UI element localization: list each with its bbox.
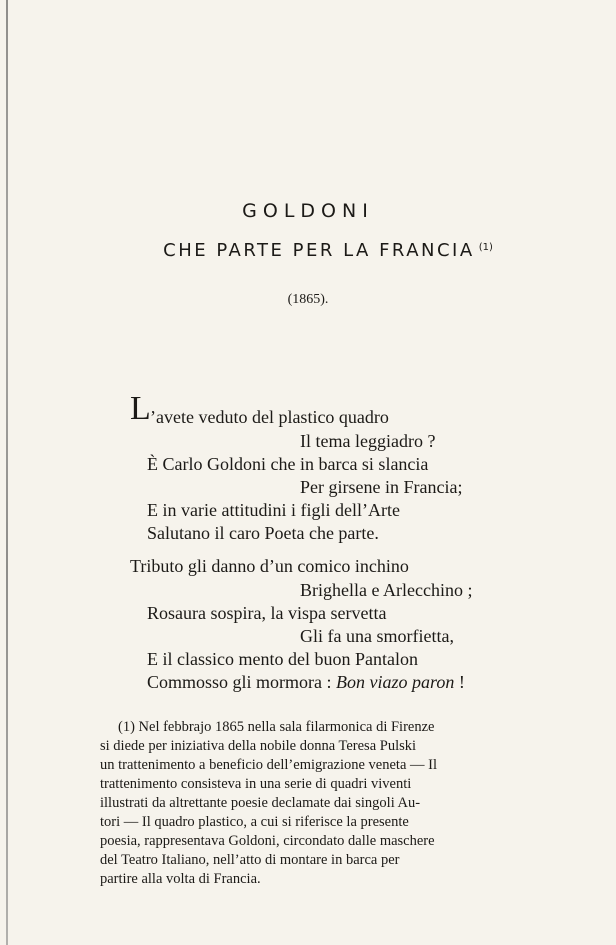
footnote-line: poesia, rappresentava Goldoni, circondato dalle maschere (100, 833, 435, 849)
poem-line: Gli fa una smorfietta, (300, 626, 454, 646)
poem-line: E il classico mento del buon Pantalon (147, 649, 418, 669)
poem-line-text: Commosso gli mormora : (147, 672, 336, 692)
poem-line: Salutano il caro Poeta che parte. (147, 523, 379, 543)
footnote-line: del Teatro Italiano, nell’atto di montare in barca per (100, 852, 400, 868)
poem-subtitle (0, 240, 616, 261)
poem-line: È Carlo Goldoni che in barca si slancia (147, 454, 429, 474)
page-spine-edge (6, 0, 8, 945)
drop-cap: L (130, 390, 151, 427)
poem-line: Per girsene in Francia; (300, 477, 463, 497)
poem-line: ’avete veduto del plastico quadro (150, 407, 389, 427)
footnote-line: (1) Nel febbrajo 1865 nella sala filarmonica di Firenze (118, 719, 435, 735)
poem-line: Tributo gli danno d’un comico inchino (130, 556, 409, 576)
subtitle-text: CHE PARTE PER LA FRANCIA (163, 240, 475, 261)
poem-line: Rosaura sospira, la vispa servetta (147, 603, 387, 623)
footnote-line: trattenimento consisteva in una serie di quadri viventi (100, 776, 412, 792)
footnote (100, 718, 560, 889)
footnote-line: tori — Il quadro plastico, a cui si riferisce la presente (100, 814, 409, 830)
poem-year: (1865). (287, 292, 329, 307)
footnote-line: illustrati da altrettante poesie declamate dai singoli Au- (100, 795, 421, 811)
footnote-line: si diede per iniziativa della nobile donna Teresa Pulski (100, 738, 417, 754)
poem-line-end: ! (454, 672, 465, 692)
poem-line: Il tema leggiadro ? (300, 431, 436, 451)
footnote-marker: (1) (478, 242, 493, 253)
poem-line: Brighella e Arlecchino ; (300, 580, 473, 600)
poem-line (147, 673, 465, 691)
poem-italic-quote: Bon viazo paron (336, 672, 455, 692)
poem-title: GOLDONI (242, 200, 374, 222)
poem-line: E in varie attitudini i figli dell’Arte (147, 500, 400, 520)
footnote-line: partire alla volta di Francia. (100, 871, 261, 887)
footnote-line: un trattenimento a beneficio dell’emigrazione veneta — Il (100, 757, 437, 773)
